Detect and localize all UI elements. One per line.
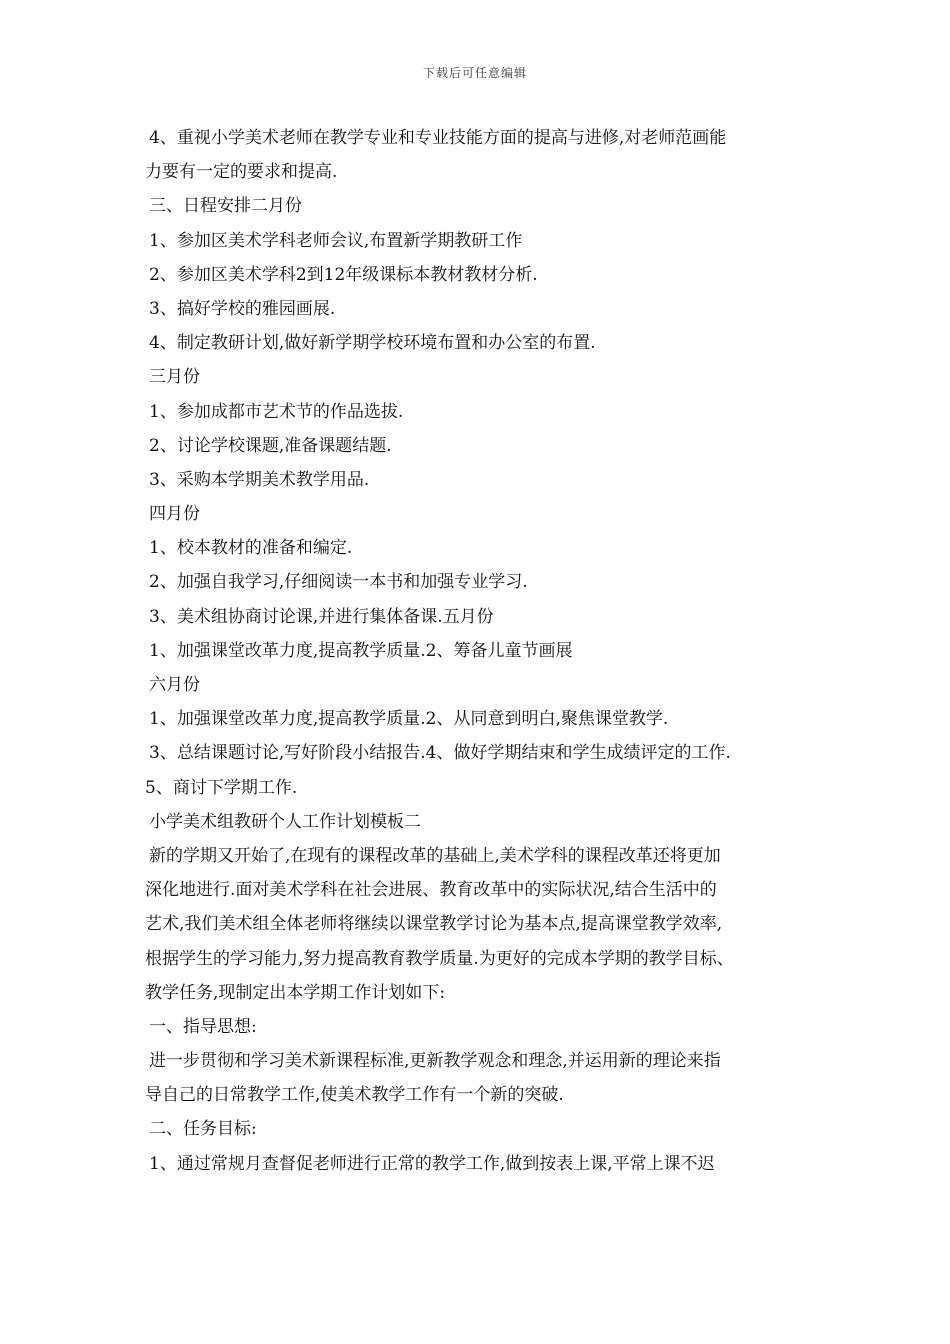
text-line: 2、讨论学校课题,准备课题结题. [149, 435, 392, 456]
text-line: 导自己的日常教学工作,使美术教学工作有一个新的突破. [145, 1085, 564, 1106]
text-line: 5、商讨下学期工作. [145, 777, 298, 798]
text-line: 1、加强课堂改革力度,提高教学质量.2、从同意到明白,聚焦课堂教学. [149, 709, 669, 730]
text-line: 4、制定教研计划,做好新学期学校环境布置和办公室的布置. [149, 333, 596, 354]
text-line: 1、参加区美术学科老师会议,布置新学期教研工作 [149, 230, 523, 251]
text-line: 3、总结课题讨论,写好阶段小结报告.4、做好学期结束和学生成绩评定的工作. [149, 743, 731, 764]
text-line: 新的学期又开始了,在现有的课程改革的基础上,美术学科的课程改革还将更加 [149, 845, 721, 866]
text-line: 1、通过常规月查督促老师进行正常的教学工作,做到按表上课,平常上课不迟 [149, 1153, 715, 1174]
text-line: 3、搞好学校的雅园画展. [149, 298, 336, 319]
section-heading: 一、指导思想: [149, 1016, 257, 1037]
text-line: 3、美术组协商讨论课,并进行集体备课.五月份 [149, 606, 494, 627]
month-heading: 三月份 [149, 367, 200, 388]
section-heading: 三、日程安排二月份 [149, 196, 302, 217]
month-heading: 四月份 [149, 504, 200, 525]
text-line: 教学任务,现制定出本学期工作计划如下: [145, 982, 446, 1003]
text-line: 3、采购本学期美术教学用品. [149, 469, 370, 490]
month-heading: 六月份 [149, 675, 200, 695]
document-body [145, 121, 825, 1181]
text-line: 深化地进行.面对美术学科在社会进展、教育改革中的实际状况,结合生活中的 [145, 880, 717, 901]
text-line: 4、重视小学美术老师在教学专业和专业技能方面的提高与进修,对老师范画能 [149, 128, 727, 148]
text-line: 根据学生的学习能力,努力提高教育教学质量.为更好的完成本学期的教学目标、 [145, 948, 734, 969]
text-line: 2、加强自我学习,仔细阅读一本书和加强专业学习. [149, 572, 528, 593]
text-line: 1、加强课堂改革力度,提高教学质量.2、筹备儿童节画展 [149, 640, 573, 661]
text-line: 艺术,我们美术组全体老师将继续以课堂教学讨论为基本点,提高课堂教学效率, [145, 914, 723, 935]
document-subtitle: 小学美术组教研个人工作计划模板二 [149, 811, 421, 832]
text-line: 进一步贯彻和学习美术新课程标准,更新教学观念和理念,并运用新的理论来指 [149, 1051, 721, 1072]
text-line: 1、校本教材的准备和编定. [149, 538, 353, 559]
section-heading: 二、任务目标: [149, 1119, 257, 1140]
page-header: 下载后可任意编辑 [422, 66, 527, 80]
text-line: 2、参加区美术学科2到12年级课标本教材教材分析. [149, 264, 538, 285]
text-line: 1、参加成都市艺术节的作品选拔. [149, 401, 404, 422]
text-line: 力要有一定的要求和提高. [145, 162, 338, 183]
